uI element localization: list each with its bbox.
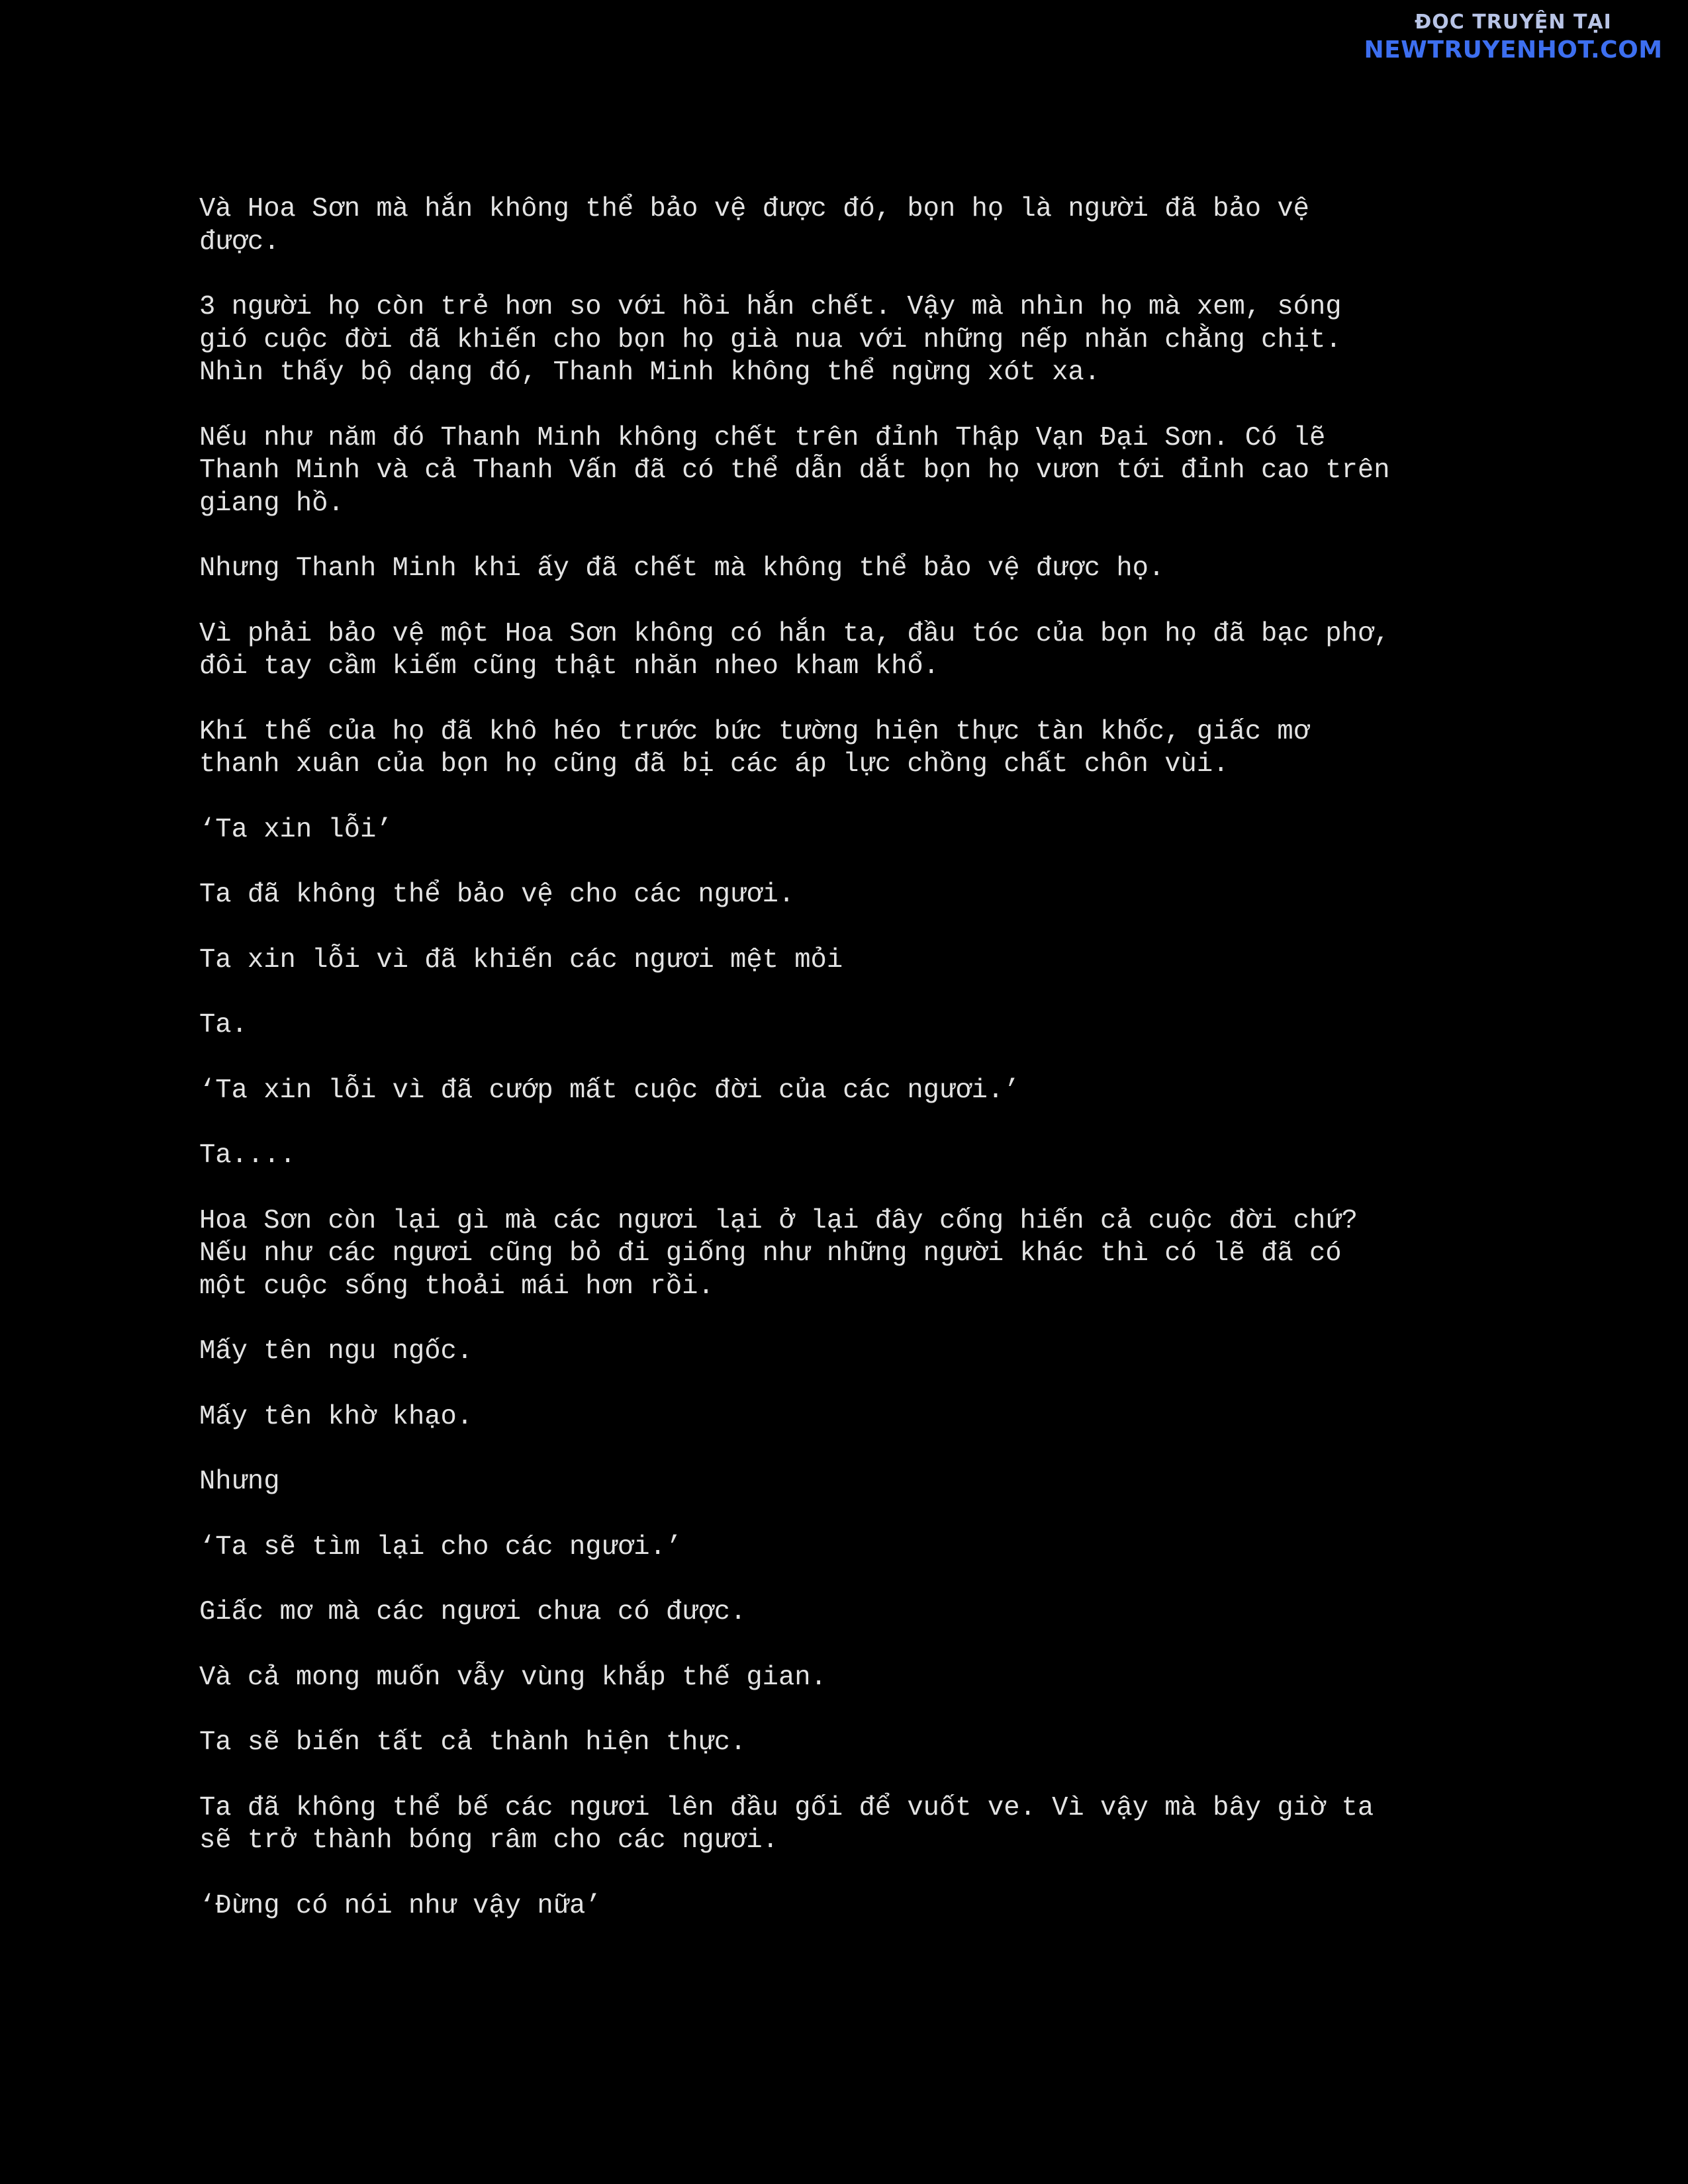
paragraph: Nhưng: [199, 1467, 280, 1497]
paragraph: Và Hoa Sơn mà hắn không thể bảo vệ được đó, bọn họ là người đã bảo vệ được.: [199, 194, 1309, 257]
paragraph: Ta đã không thể bảo vệ cho các ngươi.: [199, 880, 795, 910]
paragraph: Vì phải bảo vệ một Hoa Sơn không có hắn ta, đầu tóc của bọn họ đã bạc phơ, đôi tay cầm kiếm cũng thật nhăn nheo kham khổ.: [199, 618, 1390, 682]
watermark-line-1: ĐỌC TRUYỆN TẠI: [1415, 11, 1612, 34]
paragraph: Ta.: [199, 1010, 248, 1040]
paragraph: Hoa Sơn còn lại gì mà các ngươi lại ở lại đây cống hiến cả cuộc đời chứ? Nếu như các ngươi cũng bỏ đi giống như những người khác thì có lẽ đã có một cuộc sống thoải mái hơn rồi.: [199, 1205, 1358, 1302]
site-watermark: [1361, 9, 1665, 65]
paragraph: Ta....: [199, 1140, 296, 1171]
paragraph: ‘Ta sẽ tìm lại cho các ngươi.’: [199, 1531, 682, 1563]
paragraph: Ta đã không thể bế các ngươi lên đầu gối để vuốt ve. Vì vậy mà bây giờ ta sẽ trở thành bóng râm cho các ngươi.: [199, 1792, 1374, 1856]
paragraph: Giấc mơ mà các ngươi chưa có được.: [199, 1597, 747, 1627]
watermark-line-2: NEWTRUYENHOT.COM: [1364, 36, 1663, 64]
paragraph: Ta sẽ biến tất cả thành hiện thực.: [199, 1727, 747, 1758]
paragraph: Nhưng Thanh Minh khi ấy đã chết mà không thể bảo vệ được họ.: [199, 553, 1165, 584]
paragraph: ‘Đừng có nói như vậy nữa’: [199, 1890, 602, 1921]
paragraph: Ta xin lỗi vì đã khiến các ngươi mệt mỏi: [199, 944, 843, 976]
paragraph: Nếu như năm đó Thanh Minh không chết trên đỉnh Thập Vạn Đại Sơn. Có lẽ Thanh Minh và cả Thanh Vấn đã có thể dẫn dắt bọn họ vươn tới đỉnh cao trên giang hồ.: [199, 422, 1390, 519]
paragraph: 3 người họ còn trẻ hơn so với hồi hắn chết. Vậy mà nhìn họ mà xem, sóng gió cuộc đời đã khiến cho bọn họ già nua với những nếp nhăn chằng chịt. Nhìn thấy bộ dạng đó, Thanh Minh không thể ngừng xót xa.: [199, 292, 1342, 388]
paragraph: Mấy tên ngu ngốc.: [199, 1336, 473, 1367]
paragraph: Khí thế của họ đã khô héo trước bức tường hiện thực tàn khốc, giấc mơ thanh xuân của bọn họ cũng đã bị các áp lực chồng chất chôn vùi.: [199, 716, 1309, 780]
paragraph: Mấy tên khờ khạo.: [199, 1401, 473, 1432]
paragraph: ‘Ta xin lỗi’: [199, 814, 393, 845]
chapter-text: [199, 193, 1523, 1955]
paragraph: ‘Ta xin lỗi vì đã cướp mất cuộc đời của các ngươi.’: [199, 1075, 1020, 1106]
paragraph: Và cả mong muốn vẫy vùng khắp thế gian.: [199, 1662, 827, 1693]
